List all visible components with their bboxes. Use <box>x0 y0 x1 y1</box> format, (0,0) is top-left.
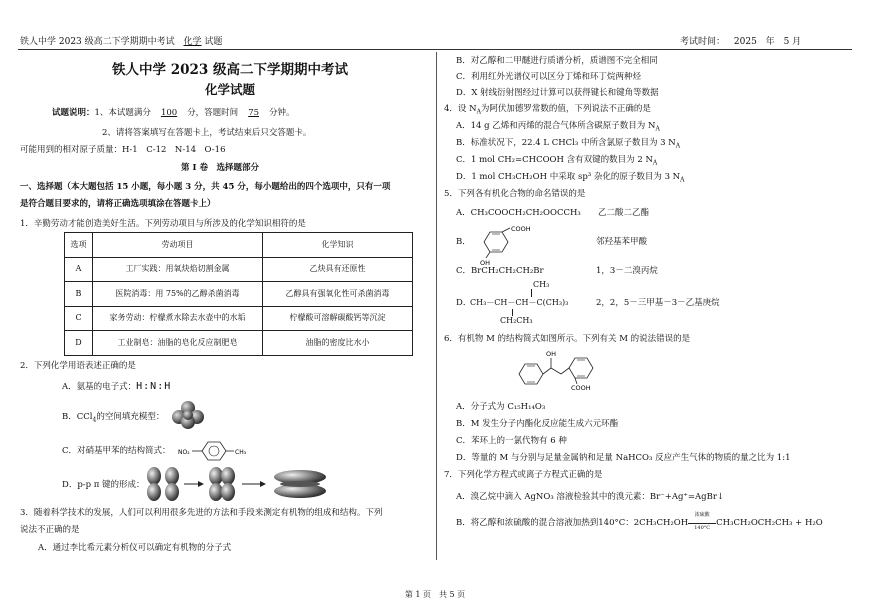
part-heading: 第 I 卷 选择题部分 <box>181 163 259 173</box>
table-row: B 医院消毒：用 75%的乙醇杀菌消毒 乙醇具有强氧化性可杀菌消毒 <box>65 282 413 307</box>
header-subject-suffix: 试题 <box>204 37 223 47</box>
q3-stem-line1: 3．随着科学技术的发展，人们可以利用很多先进的方法和手段来测定有机物的组成和结构。下列 <box>20 508 383 518</box>
exam-title: 铁人中学 2023 级高二下学期期中考试 <box>112 62 348 78</box>
svg-text:COOH: COOH <box>511 225 531 233</box>
q4-option-a: A．14 g 乙烯和丙烯的混合气体所含碳原子数目为 $N_A$ <box>456 121 660 133</box>
q5-d-main-chain: CH₃－CH－CH－C(CH₃)₃ <box>470 298 569 307</box>
q2-option-a: A．氨基的电子式：H:N:H <box>62 381 172 392</box>
table-row: A 工厂实践：用氧炔焰切割金属 乙炔具有还原性 <box>65 257 413 282</box>
q7-option-b: B．将乙醇和浓硫酸的混合溶液加热到140°C：2CH₃CH₂OH 浓硫酸 140°C CH₃CH₂OCH₂CH₃ + H₂O <box>456 512 823 531</box>
table-row: C 家务劳动：柠檬煮水除去水壶中的水垢 柠檬酸可溶解碳酸钙等沉淀 <box>65 306 413 331</box>
q5-d-top-bond <box>531 289 532 297</box>
q3-option-a: A．通过李比希元素分析仪可以确定有机物的分子式 <box>38 543 232 553</box>
svg-text:OH: OH <box>480 259 491 266</box>
svg-text:CH₃: CH₃ <box>235 449 247 456</box>
table-header-row <box>65 233 413 258</box>
exam-note-2: 2、请将答案填写在答题卡上，考试结束后只交答题卡。 <box>102 128 312 138</box>
q2-stem: 2．下列化学用语表述正确的是 <box>20 361 136 371</box>
svg-text:OH: OH <box>546 350 557 358</box>
page-footer: 第 1 页 共 5 页 <box>404 590 466 599</box>
p-nitrotoluene-structure-icon <box>178 438 258 464</box>
organic-m-structure-icon <box>515 346 625 392</box>
q6-option-b: B．M 发生分子内酯化反应能生成六元环酯 <box>456 419 619 429</box>
table-header: 劳动项目 <box>93 233 263 258</box>
q1-table <box>64 232 413 356</box>
q7-option-a: A．溴乙烷中滴入 AgNO₃ 溶液检验其中的溴元素：Br⁻+Ag⁺=AgBr↓ <box>456 492 725 502</box>
header-exam-date: 考试时间： 2025 年 5 月 <box>680 37 802 47</box>
q3-stem-line2: 说法不正确的是 <box>20 525 80 535</box>
section-instructions-2: 是符合题目要求的，请将正确选项填涂在答题卡上） <box>20 199 216 209</box>
q5-d-bottom-bond <box>512 309 513 316</box>
q5-d-bottom-branch: CH₂CH₃ <box>500 316 533 325</box>
reaction-arrow: 浓硫酸 140°C <box>688 521 716 524</box>
column-divider <box>436 52 437 560</box>
salicylic-acid-structure-icon <box>470 222 540 266</box>
q7-stem: 7．下列化学方程式或离子方程式正确的是 <box>444 470 603 480</box>
q4-option-d: D．1 mol CH₃CH₂OH 中采取 sp³ 杂化的原子数目为 3 $N_A$ <box>456 172 685 184</box>
svg-text:NO₂: NO₂ <box>178 449 190 456</box>
table-header: 选项 <box>65 233 93 258</box>
q5-stem: 5．下列各有机化合物的命名错误的是 <box>444 189 586 199</box>
q5-option-b: B． <box>456 237 471 247</box>
q5-option-c: C．BrCH₂CH₂CH₂Br <box>456 266 544 276</box>
header-subject: 化学 <box>183 37 202 47</box>
q5-option-d-name: 2，2，5－三甲基－3－乙基庚烷 <box>596 298 720 308</box>
q6-option-a: A．分子式为 C₁₅H₁₄O₃ <box>456 402 546 412</box>
q2-option-b: B．CCl$_4$的空间填充模型： <box>62 412 165 424</box>
exam-subtitle: 化学试题 <box>204 82 255 97</box>
q5-option-d: D． <box>456 298 472 308</box>
p-p-pi-bond-formation-icon <box>140 466 340 502</box>
exam-note-1: 试题说明：1、本试题满分 100 分，答题时间 75 分钟。 <box>52 108 295 118</box>
table-row: D 工业制皂：油脂的皂化反应制肥皂 油脂的密度比水小 <box>65 331 413 356</box>
table-header: 化学知识 <box>263 233 413 258</box>
header-exam-name: 铁人中学 2023 级高二下学期期中考试 化学 试题 <box>20 37 223 47</box>
q6-option-d: D．等量的 M 与分别与足量金属钠和足量 NaHCO₃ 反应产生气体的物质的量之比为 1:1 <box>456 453 791 463</box>
q3-option-d: D．X 射线衍射图经过计算可以获得键长和键角等数据 <box>456 88 659 98</box>
q2-option-c: C．对硝基甲苯的结构简式： <box>62 446 171 456</box>
q5-option-c-name: 1，3－二溴丙烷 <box>596 266 658 276</box>
q4-option-b: B．标准状况下，22.4 L CHCl₃ 中所含氯原子数目为 3 $N_A$ <box>456 138 681 150</box>
q2-option-d: D．p-p π 键的形成： <box>62 480 145 490</box>
header-divider <box>18 49 852 50</box>
q3-option-b: B．对乙醇和二甲醚进行质谱分析，质谱图不完全相同 <box>456 56 658 66</box>
q5-d-top-branch: CH₃ <box>533 280 550 289</box>
q4-option-c: C．1 mol CH₂=CHCOOH 含有双键的数目为 2 $N_A$ <box>456 155 658 167</box>
q5-option-a: A．CH₃COOCH₂CH₂OOCCH₃ <box>456 208 581 218</box>
q4-stem: 4．设 $N_A$为阿伏加德罗常数的值，下列说法不正确的是 <box>444 104 651 116</box>
q5-option-b-name: 邻羟基苯甲酸 <box>596 237 648 247</box>
svg-text:COOH: COOH <box>571 384 591 392</box>
amino-electron-formula: H:N:H <box>136 381 172 392</box>
q5-option-a-name: 乙二酸二乙酯 <box>598 208 650 218</box>
q6-stem: 6．有机物 M 的结构简式如图所示。下列有关 M 的说法错误的是 <box>444 334 691 344</box>
atomic-masses: 可能用到的相对原子质量：H-1 C-12 N-14 O-16 <box>20 145 226 155</box>
q1-stem: 1．辛勤劳动才能创造美好生活。下列劳动项目与所涉及的化学知识相符的是 <box>20 219 306 229</box>
section-instructions-1: 一、选择题（本大题包括 15 小题，每小题 3 分，共 45 分，每小题给出的四个选项中，只有一项 <box>20 182 391 192</box>
q3-option-c: C．利用红外光谱仪可以区分丁烯和环丁烷两种烃 <box>456 72 642 82</box>
q6-option-c: C．苯环上的一氯代物有 6 种 <box>456 436 567 446</box>
ccl4-space-filling-model-icon <box>170 400 206 430</box>
